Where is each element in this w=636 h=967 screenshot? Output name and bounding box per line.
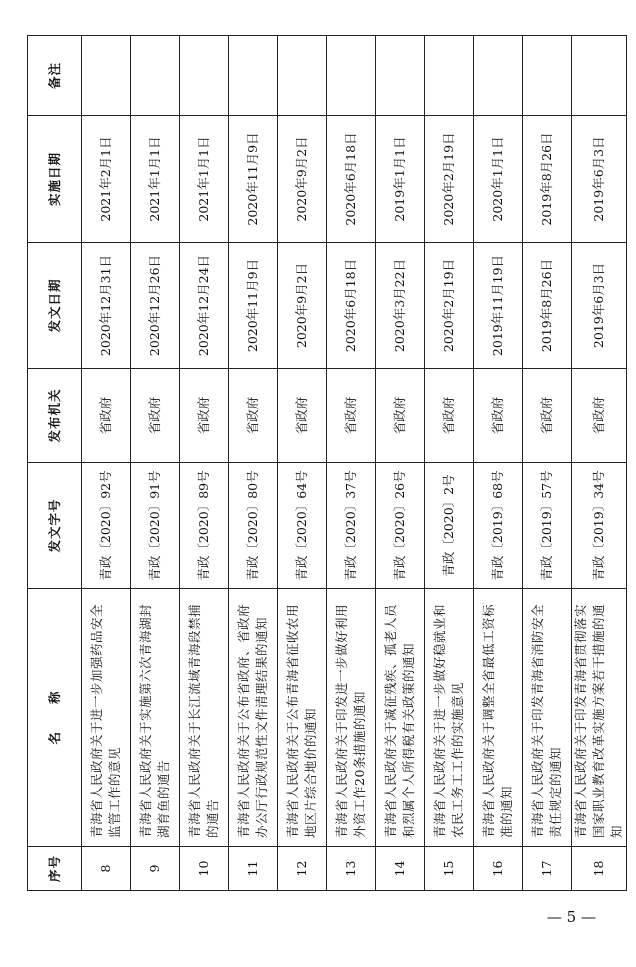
cell-name: 青海省人民政府关于调整全省最低工资标准的通知 — [474, 589, 523, 847]
cell-remarks — [82, 36, 131, 116]
cell-issuer: 省政府 — [82, 369, 131, 463]
table-row — [278, 36, 327, 891]
cell-name: 青海省人民政府关于印发青海省消防安全责任规定的通知 — [523, 589, 572, 847]
cell-remarks — [180, 36, 229, 116]
cell-no: 18 — [572, 847, 627, 891]
cell-issuer: 省政府 — [229, 369, 278, 463]
table-row — [523, 36, 572, 891]
cell-effective-date: 2019年6月3日 — [572, 116, 627, 243]
cell-doc-no: 青政〔2019〕68号 — [474, 463, 523, 589]
cell-effective-date: 2020年6月18日 — [327, 116, 376, 243]
cell-issue-date: 2019年11月19日 — [474, 243, 523, 369]
cell-issuer: 省政府 — [327, 369, 376, 463]
header-no: 序号 — [28, 847, 82, 891]
cell-no: 14 — [376, 847, 425, 891]
table-row — [180, 36, 229, 891]
cell-name: 青海省人民政府关于公布青海省征收农用地区片综合地价的通知 — [278, 589, 327, 847]
header-issue-date: 发文日期 — [28, 243, 82, 369]
cell-doc-no: 青政〔2020〕26号 — [376, 463, 425, 589]
cell-issue-date: 2020年9月2日 — [278, 243, 327, 369]
cell-issuer: 省政府 — [131, 369, 180, 463]
cell-remarks — [572, 36, 627, 116]
cell-remarks — [376, 36, 425, 116]
cell-remarks — [327, 36, 376, 116]
cell-issuer: 省政府 — [425, 369, 474, 463]
cell-name: 青海省人民政府关于实施第六次青海湖封湖育鱼的通告 — [131, 589, 180, 847]
cell-no: 16 — [474, 847, 523, 891]
table-body — [82, 36, 627, 891]
cell-effective-date: 2021年2月1日 — [82, 116, 131, 243]
cell-name: 青海省人民政府关于公布省政府、省政府办公厅行政规范性文件清理结果的通知 — [229, 589, 278, 847]
cell-doc-no: 青政〔2020〕91号 — [131, 463, 180, 589]
cell-effective-date: 2021年1月1日 — [180, 116, 229, 243]
cell-effective-date: 2020年9月2日 — [278, 116, 327, 243]
cell-doc-no: 青政〔2020〕37号 — [327, 463, 376, 589]
cell-issuer: 省政府 — [572, 369, 627, 463]
cell-name: 青海省人民政府关于长江流域青海段禁捕的通告 — [180, 589, 229, 847]
cell-issuer: 省政府 — [474, 369, 523, 463]
cell-name: 青海省人民政府关于进一步做好稳就业和农民工务工工作的实施意见 — [425, 589, 474, 847]
table-row — [376, 36, 425, 891]
cell-issue-date: 2019年8月26日 — [523, 243, 572, 369]
cell-effective-date: 2019年8月26日 — [523, 116, 572, 243]
cell-remarks — [425, 36, 474, 116]
cell-no: 10 — [180, 847, 229, 891]
cell-doc-no: 青政〔2019〕34号 — [572, 463, 627, 589]
cell-no: 13 — [327, 847, 376, 891]
cell-issue-date: 2020年2月19日 — [425, 243, 474, 369]
cell-no: 9 — [131, 847, 180, 891]
cell-remarks — [474, 36, 523, 116]
cell-remarks — [131, 36, 180, 116]
cell-issue-date: 2020年11月9日 — [229, 243, 278, 369]
cell-effective-date: 2020年1月1日 — [474, 116, 523, 243]
cell-issue-date: 2020年6月18日 — [327, 243, 376, 369]
table-row — [474, 36, 523, 891]
cell-doc-no: 青政〔2020〕80号 — [229, 463, 278, 589]
cell-doc-no: 青政〔2020〕2号 — [425, 463, 474, 589]
cell-issue-date: 2020年3月22日 — [376, 243, 425, 369]
cell-remarks — [278, 36, 327, 116]
cell-remarks — [229, 36, 278, 116]
cell-issue-date: 2020年12月26日 — [131, 243, 180, 369]
cell-effective-date: 2020年2月19日 — [425, 116, 474, 243]
cell-remarks — [523, 36, 572, 116]
cell-effective-date: 2019年1月1日 — [376, 116, 425, 243]
table-header-row — [28, 36, 82, 891]
table-row — [229, 36, 278, 891]
cell-issue-date: 2020年12月24日 — [180, 243, 229, 369]
cell-no: 12 — [278, 847, 327, 891]
header-name: 名 称 — [28, 589, 82, 847]
page-number: — 5 — — [546, 908, 596, 926]
cell-no: 15 — [425, 847, 474, 891]
table-row — [327, 36, 376, 891]
header-doc-no: 发文字号 — [28, 463, 82, 589]
cell-no: 11 — [229, 847, 278, 891]
cell-name: 青海省人民政府关于印发青海省贯彻落实国家职业教育改革实施方案若干措施的通知 — [572, 589, 627, 847]
cell-issue-date: 2020年12月31日 — [82, 243, 131, 369]
cell-issuer: 省政府 — [523, 369, 572, 463]
cell-doc-no: 青政〔2020〕64号 — [278, 463, 327, 589]
table-row — [131, 36, 180, 891]
cell-issuer: 省政府 — [278, 369, 327, 463]
regulation-table — [27, 35, 627, 891]
cell-effective-date: 2020年11月9日 — [229, 116, 278, 243]
cell-doc-no: 青政〔2019〕57号 — [523, 463, 572, 589]
table-row — [572, 36, 627, 891]
cell-no: 8 — [82, 847, 131, 891]
header-effective-date: 实施日期 — [28, 116, 82, 243]
cell-issuer: 省政府 — [180, 369, 229, 463]
table-row — [425, 36, 474, 891]
regulation-table-rotated — [27, 36, 624, 891]
cell-issuer: 省政府 — [376, 369, 425, 463]
cell-effective-date: 2021年1月1日 — [131, 116, 180, 243]
cell-no: 17 — [523, 847, 572, 891]
cell-name: 青海省人民政府关于印发进一步做好利用外资工作20条措施的通知 — [327, 589, 376, 847]
cell-name: 青海省人民政府关于减征残疾、孤老人员和烈属个人所得税有关政策的通知 — [376, 589, 425, 847]
header-issuer: 发布机关 — [28, 369, 82, 463]
table-row — [82, 36, 131, 891]
cell-doc-no: 青政〔2020〕89号 — [180, 463, 229, 589]
header-remarks: 备注 — [28, 36, 82, 116]
cell-doc-no: 青政〔2020〕92号 — [82, 463, 131, 589]
cell-name: 青海省人民政府关于进一步加强药品安全监管工作的意见 — [82, 589, 131, 847]
cell-issue-date: 2019年6月3日 — [572, 243, 627, 369]
